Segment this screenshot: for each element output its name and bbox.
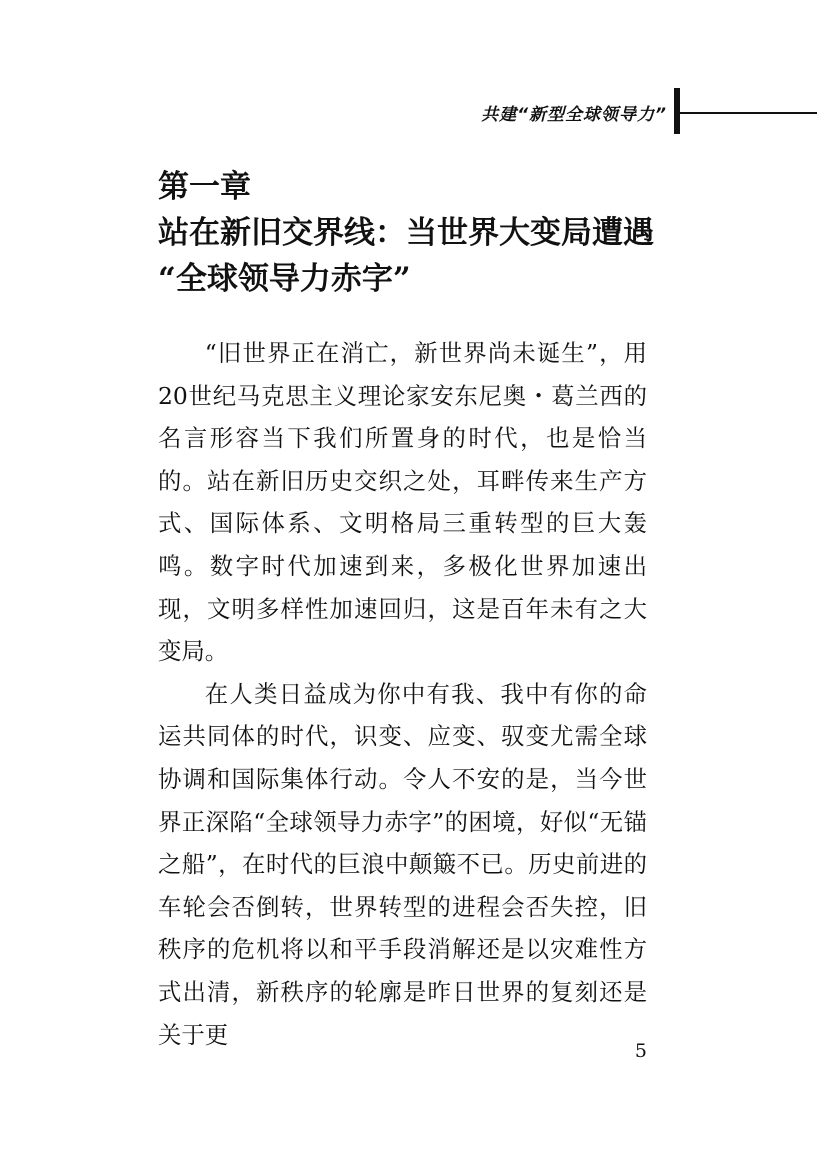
chapter-title-line-1: 站在新旧交界线：当世界大变局遭遇 bbox=[158, 215, 654, 251]
paragraph-2: 在人类日益成为你中有我、我中有你的命运共同体的时代，识变、应变、驭变尤需全球协调和国际集体行动。令人不安的是，当今世界正深陷“全球领导力赤字”的困境，好似“无锚之船”，在时代的巨浪中颠簸不已。历史前进的车轮会否倒转，世界转型的进程会否失控，旧秩序的危机将以和平手段消解还是以灾难性方式出清，新秩序的轮廓是昨日世界的复刻还是关于更 bbox=[158, 679, 647, 1049]
page-number: 5 bbox=[634, 1040, 647, 1062]
chapter-title-line-2: “全球领导力赤字” bbox=[158, 261, 411, 297]
running-header: 共建“新型全球领导力” bbox=[481, 105, 667, 125]
header-rule-horizontal bbox=[680, 112, 817, 114]
paragraph-1: “旧世界正在消亡，新世界尚未诞生”，用20世纪马克思主义理论家安东尼奥・葛兰西的名言形容当下我们所置身的时代，也是恰当的。站在新旧历史交织之处，耳畔传来生产方式、国际体系、文明格局三重转型的巨大轰鸣。数字时代加速到来，多极化世界加速出现，文明多样性加速回归，这是百年未有之大变局。 bbox=[158, 339, 647, 666]
body-text bbox=[158, 332, 647, 1056]
chapter-heading bbox=[158, 164, 658, 302]
chapter-label: 第一章 bbox=[158, 169, 251, 205]
header-rule-vertical bbox=[674, 88, 680, 134]
